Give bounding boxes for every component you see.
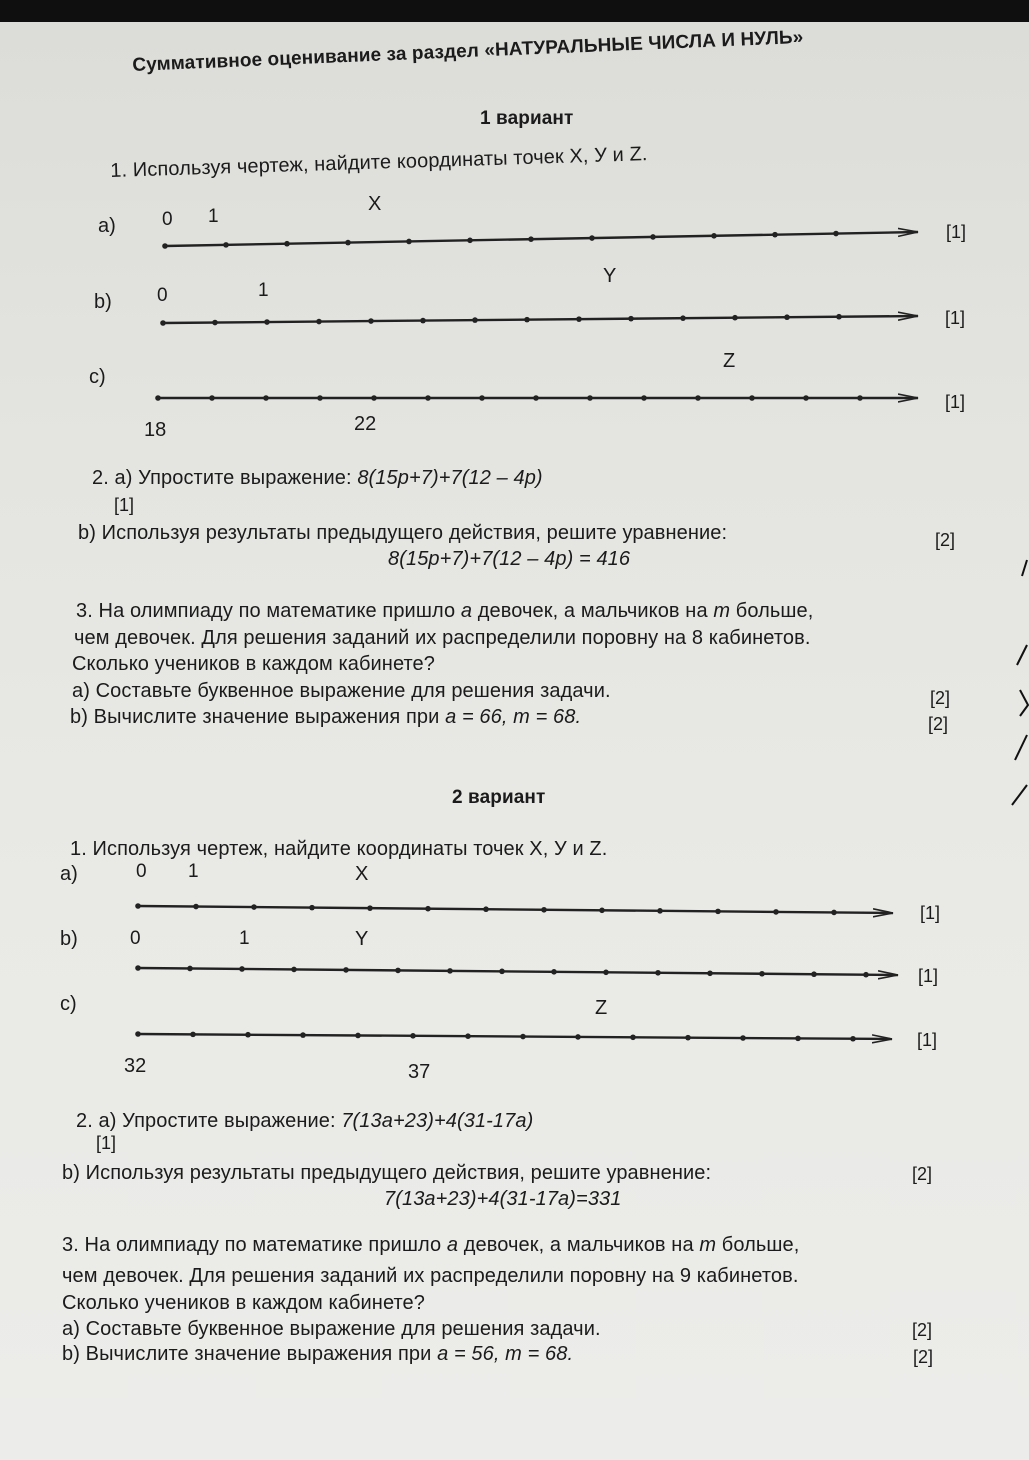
v2-a-tick1: 1 (188, 861, 199, 882)
v1-b-tick0: 0 (157, 285, 168, 306)
v1-task2-equation: 8(15p+7)+7(12 – 4p) = 416 (388, 548, 631, 570)
v2-task3-line1 (62, 1234, 799, 1257)
v1-task3-line1-post: больше, (730, 600, 814, 622)
v2-task3-line3: Сколько учеников в каждом кабинете? (62, 1292, 425, 1314)
v1-task3-line2: чем девочек. Для решения заданий их распределили поровну на 8 кабинетов. (74, 627, 811, 649)
v2-task2-a-score: [1] (96, 1133, 117, 1153)
v2-c-letter: c) (60, 993, 77, 1015)
v1-task3-b-text: b) Вычислите значение выражения при (70, 706, 446, 728)
v2-task3-var-a: а (446, 1234, 459, 1256)
v1-task2-b-score: [2] (935, 530, 956, 550)
v2-a-tick0: 0 (136, 861, 147, 882)
v1-b-score: [1] (945, 308, 966, 328)
v2-task2-equation: 7(13a+23)+4(31-17a)=331 (384, 1188, 622, 1210)
v1-task3-b (70, 706, 581, 729)
v2-task2-b-score: [2] (912, 1164, 933, 1184)
v1-a-letter: a) (98, 215, 116, 237)
v1-task2-b-text: b) Используя результаты предыдущего действия, решите уравнение: (78, 522, 728, 544)
v1-task3-line1 (76, 600, 813, 623)
v1-a-point: X (368, 193, 382, 215)
v1-task3-var-m: m (713, 600, 731, 622)
v1-task3-b-vals: a = 66, m = 68. (445, 706, 582, 728)
v2-task3-line2: чем девочек. Для решения заданий их распределили поровну на 9 кабинетов. (62, 1265, 799, 1287)
page-title: Суммативное оценивание за раздел «НАТУРАЛЬНЫЕ ЧИСЛА И НУЛЬ» (132, 26, 804, 76)
v1-a-tick0: 0 (162, 209, 173, 230)
v2-task3-a-score: [2] (912, 1320, 933, 1340)
v2-task2-b-text: b) Используя результаты предыдущего действия, решите уравнение: (62, 1162, 712, 1184)
v1-c-score: [1] (945, 392, 966, 412)
v1-b-tick1: 1 (258, 280, 269, 301)
v1-b-letter: b) (94, 291, 112, 313)
v1-a-tick1: 1 (208, 206, 219, 227)
v1-task3-a-text: a) Составьте буквенное выражение для решения задачи. (72, 680, 611, 702)
v2-task3-b (62, 1343, 573, 1366)
v2-task2-a-expr: 7(13a+23)+4(31-17a) (341, 1110, 534, 1132)
v1-task2-a-text: 2. a) Упростите выражение: (92, 467, 352, 489)
v2-task2-a-text: 2. a) Упростите выражение: (76, 1110, 336, 1132)
v2-c-score: [1] (917, 1030, 938, 1050)
v2-task3-b-score: [2] (913, 1347, 934, 1367)
v1-task2-a-score: [1] (114, 495, 135, 515)
variant2-label: 2 вариант (452, 787, 546, 808)
v2-b-point: Y (355, 928, 369, 950)
v2-a-point: X (355, 863, 369, 885)
v2-task3-line1-post: больше, (716, 1234, 800, 1256)
v2-task3-b-vals: a = 56, m = 68. (437, 1343, 574, 1365)
v2-a-letter: a) (60, 863, 78, 885)
v2-task2-a (76, 1110, 533, 1133)
v2-a-score: [1] (920, 903, 941, 923)
v1-task3-var-a: а (460, 600, 473, 622)
v2-task3-a-text: a) Составьте буквенное выражение для решения задачи. (62, 1318, 601, 1340)
v1-c-letter: c) (89, 366, 106, 388)
v1-b-point: Y (603, 265, 617, 287)
v2-b-tick1: 1 (239, 928, 250, 949)
v1-c-start: 18 (144, 419, 167, 441)
v2-task3-line1-pre: 3. На олимпиаду по математике пришло (62, 1234, 447, 1256)
v2-c-start: 32 (124, 1055, 147, 1077)
v2-c-point: Z (595, 997, 608, 1019)
v2-task3-var-m: m (699, 1234, 717, 1256)
v2-b-score: [1] (918, 966, 939, 986)
v1-task3-line1-pre: 3. На олимпиаду по математике пришло (76, 600, 461, 622)
v1-c-point: Z (723, 350, 736, 372)
v2-c-mid: 37 (408, 1061, 431, 1083)
v1-task3-b-score: [2] (928, 714, 949, 734)
v1-c-mid: 22 (354, 413, 377, 435)
v1-a-score: [1] (946, 222, 967, 242)
v2-task3-b-text: b) Вычислите значение выражения при (62, 1343, 438, 1365)
v1-task2-a-expr: 8(15p+7)+7(12 – 4p) (357, 467, 543, 489)
v2-task1-text: 1. Используя чертеж, найдите координаты точек X, У и Z. (70, 838, 608, 860)
v1-task1-text: 1. Используя чертеж, найдите координаты точек X, У и Z. (110, 143, 648, 182)
v1-task2-a (92, 467, 543, 490)
v2-task3-line1-mid: девочек, а мальчиков на (458, 1234, 700, 1256)
variant1-label: 1 вариант (480, 108, 574, 129)
v1-task3-line1-mid: девочек, а мальчиков на (472, 600, 714, 622)
v2-b-tick0: 0 (130, 928, 141, 949)
v2-b-letter: b) (60, 928, 78, 950)
v1-task3-line3: Сколько учеников в каждом кабинете? (72, 653, 435, 675)
v1-task3-a-score: [2] (930, 688, 951, 708)
